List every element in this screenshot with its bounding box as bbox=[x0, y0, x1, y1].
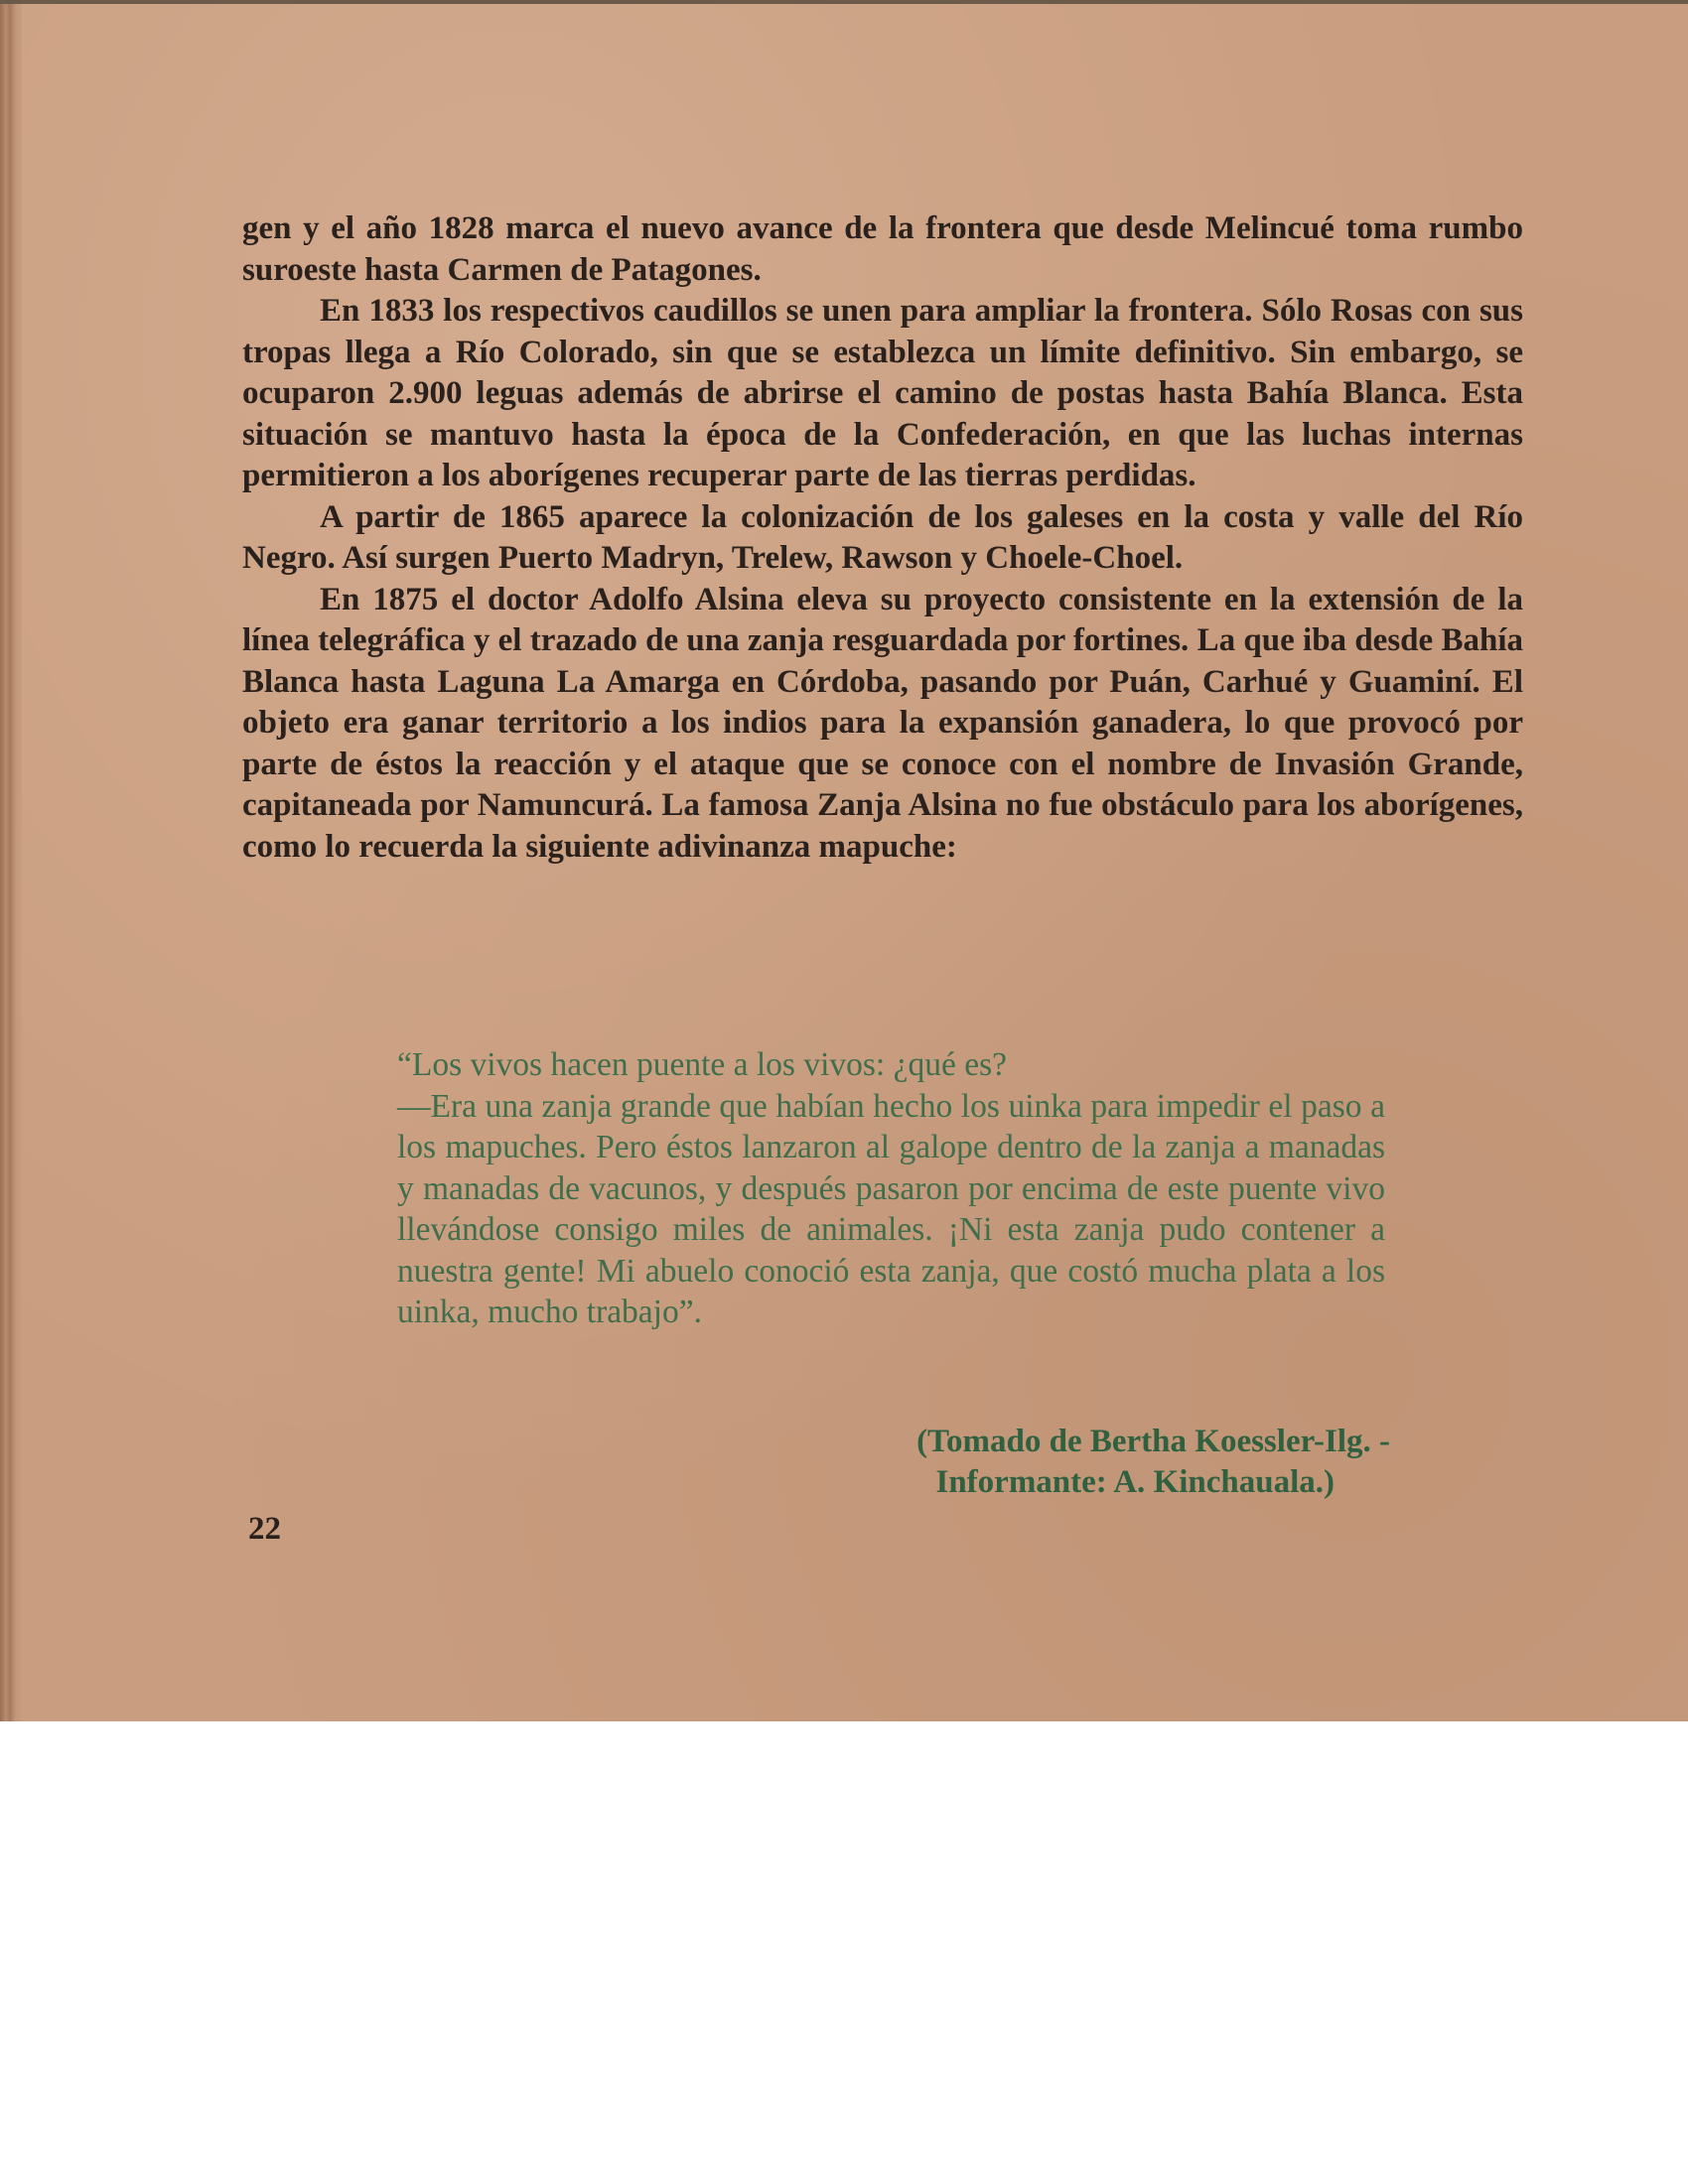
body-text bbox=[242, 208, 1523, 868]
paragraph-1865: A partir de 1865 aparece la colonización de los galeses en la costa y valle del Río Negro. Así surgen Puerto Madryn, Trelew, Rawson y Choele-Choel. bbox=[242, 498, 1523, 576]
paragraph-1833: En 1833 los respectivos caudillos se unen para ampliar la frontera. Sólo Rosas con sus tropas llega a Río Colorado, sin que se establezca un límite definitivo. Sin embargo, se ocuparon 2.900 leguas además de abrirse el camino de postas hasta Bahía Blanca. Esta situación se mantuvo hasta la época de la Confederación, en que las luchas internas permitieron a los aborígenes recuperar parte de las tierras perdidas. bbox=[242, 293, 1523, 493]
source-line-1: (Tomado de Bertha Koessler-Ilg. - bbox=[916, 1424, 1390, 1459]
source-line-2: Informante: A. Kinchauala.) bbox=[935, 1464, 1335, 1500]
riddle-question: “Los vivos hacen puente a los vivos: ¿qué es? bbox=[397, 1046, 1007, 1083]
page-top-edge bbox=[0, 0, 1688, 4]
quote-source bbox=[635, 1422, 1390, 1503]
riddle-answer: —Era una zanja grande que habían hecho los uinka para impedir el paso a los mapuches. Pero éstos lanzaron al galope dentro de la zanja a manadas y manadas de vacunos, y después pasaron por encima de este puente vivo llevándose consigo miles de animales. ¡Ni esta zanja pudo contener a nuestra gente! Mi abuelo conoció esta zanja, que costó mucha plata a los uinka, mucho trabajo”. bbox=[397, 1087, 1385, 1330]
page-stack-edge bbox=[0, 0, 22, 1721]
riddle-quote bbox=[397, 1044, 1385, 1333]
paragraph-continuation: gen y el año 1828 marca el nuevo avance de la frontera que desde Melincué toma rumbo suroeste hasta Carmen de Patagones. bbox=[242, 210, 1523, 288]
page-number: 22 bbox=[248, 1511, 281, 1547]
paragraph-1875: En 1875 el doctor Adolfo Alsina eleva su proyecto consistente en la extensión de la línea telegráfica y el trazado de una zanja resguardada por fortines. La que iba desde Bahía Blanca hasta Laguna La Amarga en Córdoba, pasando por Puán, Carhué y Guaminí. El objeto era ganar territorio a los indios para la expansión ganadera, lo que provocó por parte de éstos la reacción y el ataque que se conoce con el nombre de Invasión Grande, capitaneada por Namuncurá. La famosa Zanja Alsina no fue obstáculo para los aborígenes, como lo recuerda la siguiente adivinanza mapuche: bbox=[242, 581, 1523, 865]
